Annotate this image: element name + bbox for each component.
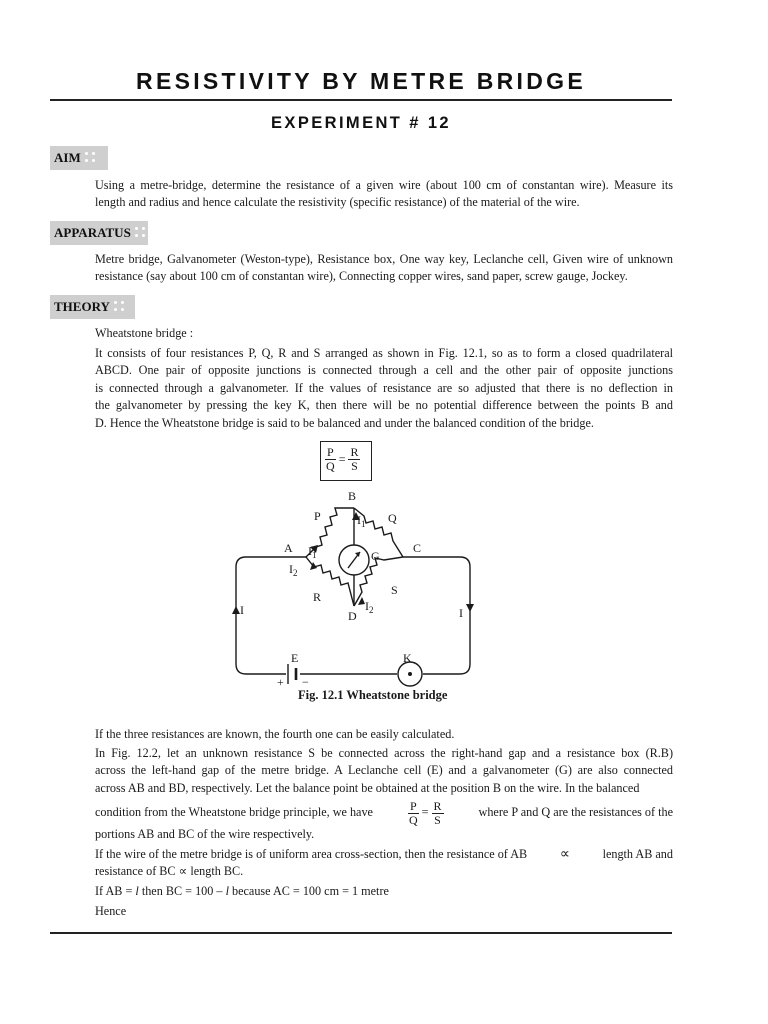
body-line: resistance of BC ∝ length BC. bbox=[95, 864, 244, 879]
inline-formula-r: R bbox=[433, 798, 442, 813]
apparatus-heading-label: APPARATUS bbox=[54, 225, 131, 240]
body-line: In Fig. 12.2, let an unknown resistance S be connected across the right-hand gap and a resistance box (R.B) bbox=[95, 746, 673, 760]
current-arrow-icon bbox=[466, 604, 474, 612]
formula-p: P bbox=[327, 445, 334, 459]
minus-sign: − bbox=[302, 675, 309, 689]
cell-icon bbox=[288, 664, 296, 684]
body-line: across AB and BD, respectively. Let the balance point be obtained at the position B on the wire. In the balanced bbox=[95, 780, 640, 795]
resistor-label-q: Q bbox=[388, 511, 397, 525]
resistor-label-s: S bbox=[391, 583, 398, 597]
node-label-d: D bbox=[348, 609, 357, 623]
figure-caption: Fig. 12.1 Wheatstone bridge bbox=[298, 688, 448, 702]
uniform-text-a: If the wire of the metre bridge is of uniform area cross-section, then the resistance of AB bbox=[95, 847, 528, 861]
key-label-k: K bbox=[403, 651, 412, 665]
body-paragraph-5 bbox=[95, 883, 673, 900]
theory-line: It consists of four resistances P, Q, R and S arranged as shown in Fig. 12.1, so as to form a closed quadrilateral bbox=[95, 346, 673, 360]
current-arrow-icon bbox=[232, 606, 240, 614]
node-label-b: B bbox=[348, 489, 357, 503]
condition-text-before: condition from the Wheatstone bridge principle, we have bbox=[95, 805, 373, 820]
theory-intro-text: Wheatstone bridge : bbox=[95, 326, 194, 340]
condition-text-after: where P and Q are the resistances of the bbox=[478, 805, 673, 820]
theory-line: the galvanometer by pressing the key K, then there will be no potential difference between the points B and bbox=[95, 398, 673, 413]
ab-text: If AB = bbox=[95, 884, 136, 898]
node-label-c: C bbox=[413, 541, 422, 555]
theory-line: D. Hence the Wheatstone bridge is said to be balanced and under the balanced condition of the bridge. bbox=[95, 415, 594, 430]
theory-line: ABCD. One pair of opposite junctions is connected through a cell and the other pair of opposite junctions bbox=[95, 363, 673, 378]
circuit-wires bbox=[236, 508, 470, 674]
body-paragraph-2 bbox=[95, 745, 673, 797]
body-line: If the three resistances are known, the fourth one can be easily calculated. bbox=[95, 727, 455, 741]
resistor-label-p: P bbox=[314, 509, 321, 523]
body-line bbox=[95, 883, 673, 900]
formula-q: Q bbox=[326, 459, 335, 473]
document-title: RESISTIVITY BY METRE BRIDGE bbox=[136, 68, 586, 94]
inline-formula-equals: = bbox=[421, 805, 429, 820]
ab-text: because AC = 100 cm = 1 metre bbox=[228, 884, 389, 898]
node-label-a: A bbox=[284, 541, 293, 555]
body-line: across the left-hand gap of the metre bridge. A Leclanche cell (E) and a galvanometer (G) are also connected bbox=[95, 763, 673, 778]
current-label-i2-s: $I_2$ bbox=[365, 599, 374, 615]
body-paragraph-3 bbox=[95, 826, 673, 843]
aim-line: length and radius and hence calculate the resistivity (specific resistance) of the material of the wire. bbox=[95, 195, 580, 210]
apparatus-line: resistance (say about 100 cm of constantan wire), Connecting copper wires, sand paper, screw gauge, Jockey. bbox=[95, 269, 628, 284]
body-line: Hence bbox=[95, 904, 127, 918]
apparatus-line: Metre bridge, Galvanometer (Weston-type), Resistance box, One way key, Leclanche cell, Given wire of unknown bbox=[95, 252, 673, 266]
balance-condition-line bbox=[95, 798, 673, 828]
body-line bbox=[95, 846, 673, 863]
theory-heading-label: THEORY bbox=[54, 299, 110, 314]
length-symbol: l bbox=[225, 884, 229, 898]
current-label-i1-p: $I_1$ bbox=[308, 544, 317, 560]
experiment-number: EXPERIMENT # 12 bbox=[271, 114, 451, 132]
current-label-right: I bbox=[459, 606, 463, 620]
inline-formula bbox=[408, 800, 444, 827]
current-label-i2-r: $I_2$ bbox=[289, 562, 298, 578]
key-icon bbox=[398, 662, 422, 686]
cell-label-e: E bbox=[291, 651, 299, 665]
inline-formula-q: Q bbox=[408, 812, 418, 827]
inline-formula-s: S bbox=[434, 812, 441, 827]
body-line: portions AB and BC of the wire respectively. bbox=[95, 827, 315, 841]
aim-line: Using a metre-bridge, determine the resistance of a given wire (about 100 cm of constantan wire). Measure its bbox=[95, 178, 673, 192]
inline-formula-p: P bbox=[409, 798, 417, 813]
current-label-left: I bbox=[240, 603, 244, 617]
body-paragraph-6 bbox=[95, 903, 673, 920]
body-paragraph-4 bbox=[95, 846, 673, 881]
footer-rule bbox=[50, 932, 672, 934]
galvanometer-label: G bbox=[371, 549, 380, 563]
uniform-text-c: length AB and bbox=[602, 847, 673, 861]
body-paragraph-1 bbox=[95, 726, 673, 743]
length-symbol: l bbox=[135, 884, 139, 898]
aim-heading-label: AIM bbox=[54, 150, 81, 165]
formula-s: S bbox=[351, 459, 358, 473]
formula-equals: = bbox=[338, 452, 346, 466]
formula-r: R bbox=[350, 445, 359, 459]
current-label-i1-q: $I_1$ bbox=[357, 513, 366, 529]
theory-line: is connected through a galvanometer. If the values of resistance are so adjusted that there is no deflection in bbox=[95, 380, 673, 395]
proportional-symbol: ∝ bbox=[559, 847, 570, 862]
plus-sign: + bbox=[277, 675, 284, 689]
resistor-label-r: R bbox=[313, 590, 322, 604]
ab-text: then BC = 100 – bbox=[138, 884, 226, 898]
